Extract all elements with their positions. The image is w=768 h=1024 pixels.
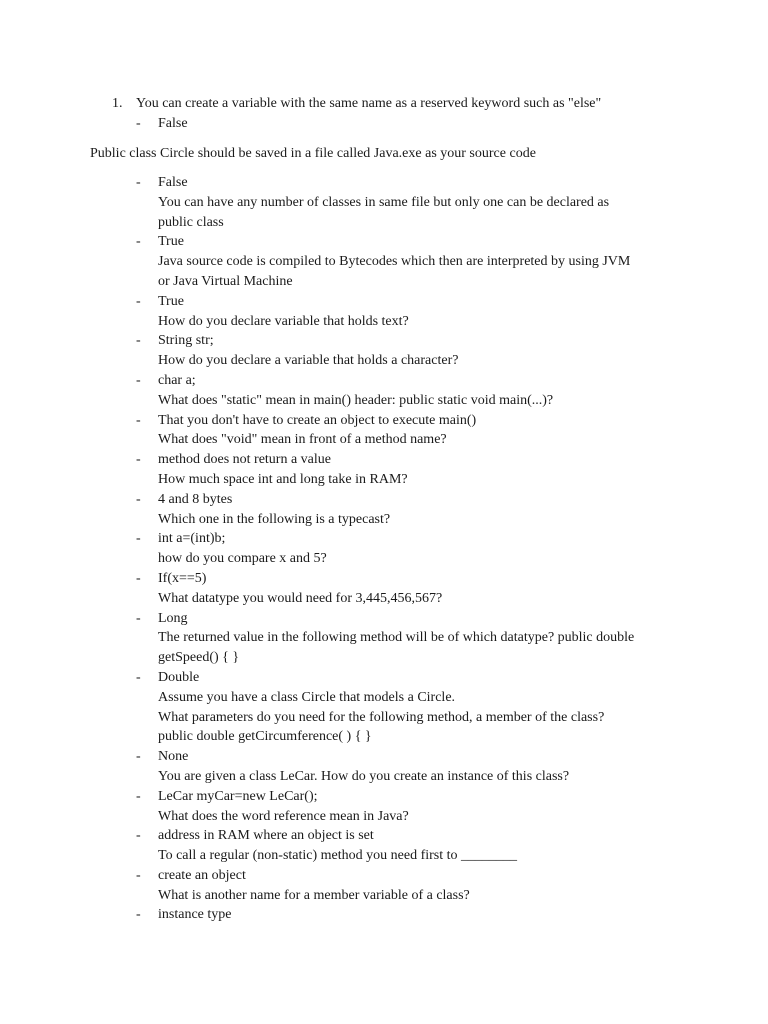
question-text: How do you declare variable that holds text? <box>158 313 409 329</box>
question-1-answer <box>136 114 188 134</box>
question-line <box>136 886 696 906</box>
answer-text: String str; <box>158 333 214 349</box>
answer-text: False <box>158 116 188 131</box>
bullet-dash: - <box>136 669 141 685</box>
question-line <box>136 193 696 213</box>
answer-row <box>136 490 696 510</box>
answer-text: char a; <box>158 372 196 388</box>
question-line <box>136 312 696 332</box>
question-text: What does the word reference mean in Java? <box>158 808 409 824</box>
question-text: Which one in the following is a typecast? <box>158 511 391 527</box>
answer-row <box>136 173 696 193</box>
bullet-dash: - <box>136 907 141 923</box>
question-text: What does "static" mean in main() header: public static void main(...)? <box>158 392 554 408</box>
question-text: The returned value in the following method will be of which datatype? public double <box>158 630 635 646</box>
answer-text: int a=(int)b; <box>158 531 226 547</box>
question-line <box>136 351 696 371</box>
qa-list <box>136 173 696 925</box>
bullet-dash: - <box>136 293 141 309</box>
question-line <box>136 767 696 787</box>
answer-text: None <box>158 749 189 765</box>
answer-text: method does not return a value <box>158 452 332 468</box>
question-number: 1. <box>112 96 123 111</box>
answer-row <box>136 905 696 925</box>
answer-row <box>136 331 696 351</box>
question-line <box>136 807 696 827</box>
question-line <box>136 213 696 233</box>
bullet-dash: - <box>136 867 141 883</box>
answer-row <box>136 668 696 688</box>
question-line <box>136 391 696 411</box>
answer-text: 4 and 8 bytes <box>158 491 233 507</box>
answer-row <box>136 787 696 807</box>
answer-row <box>136 292 696 312</box>
question-text: What datatype you would need for 3,445,456,567? <box>158 590 443 606</box>
question-line <box>136 470 696 490</box>
bullet-dash: - <box>136 333 141 349</box>
section-heading: Public class Circle should be saved in a file called Java.exe as your source code <box>90 146 536 161</box>
question-text: You can create a variable with the same name as a reserved keyword such as "else" <box>136 96 602 111</box>
question-line <box>136 628 696 648</box>
question-text: public class <box>158 214 224 230</box>
bullet-dash: - <box>136 412 141 428</box>
question-text: how do you compare x and 5? <box>158 551 327 567</box>
question-text: You can have any number of classes in same file but only one can be declared as <box>158 194 610 210</box>
bullet-dash: - <box>136 828 141 844</box>
answer-text: True <box>158 234 184 250</box>
question-line <box>136 688 696 708</box>
question-line <box>136 727 696 747</box>
answer-row <box>136 411 696 431</box>
question-text: public double getCircumference( ) { } <box>158 729 372 745</box>
bullet-dash: - <box>136 491 141 507</box>
question-text: You are given a class LeCar. How do you create an instance of this class? <box>158 768 570 784</box>
question-text: What is another name for a member variable of a class? <box>158 887 470 903</box>
question-text: getSpeed() { } <box>158 650 240 666</box>
answer-text: That you don't have to create an object to execute main() <box>158 412 477 428</box>
question-text: What parameters do you need for the following method, a member of the class? <box>158 709 605 725</box>
question-1 <box>112 94 601 114</box>
bullet-dash: - <box>136 175 141 190</box>
question-line <box>136 272 696 292</box>
answer-row <box>136 569 696 589</box>
question-line <box>136 589 696 609</box>
bullet-dash: - <box>136 116 141 131</box>
answer-text: If(x==5) <box>158 570 207 586</box>
answer-row <box>136 866 696 886</box>
question-text: How do you declare a variable that holds a character? <box>158 353 459 369</box>
question-line <box>136 648 696 668</box>
bullet-dash: - <box>136 570 141 586</box>
question-text: Java source code is compiled to Bytecodes which then are interpreted by using JVM <box>158 254 631 270</box>
bullet-dash: - <box>136 610 141 626</box>
answer-row <box>136 529 696 549</box>
answer-text: instance type <box>158 907 232 923</box>
answer-row <box>136 450 696 470</box>
answer-row <box>136 826 696 846</box>
question-text: To call a regular (non-static) method you need first to ________ <box>158 848 518 864</box>
question-text: How much space int and long take in RAM? <box>158 471 408 487</box>
answer-row <box>136 747 696 767</box>
bullet-dash: - <box>136 234 141 250</box>
question-line <box>136 708 696 728</box>
answer-text: False <box>158 175 188 190</box>
answer-row <box>136 371 696 391</box>
question-line <box>136 252 696 272</box>
question-line <box>136 549 696 569</box>
question-text: Assume you have a class Circle that models a Circle. <box>158 689 456 705</box>
bullet-dash: - <box>136 372 141 388</box>
question-text: What does "void" mean in front of a method name? <box>158 432 447 448</box>
answer-text: LeCar myCar=new LeCar(); <box>158 788 318 804</box>
question-text: or Java Virtual Machine <box>158 273 293 289</box>
answer-text: address in RAM where an object is set <box>158 828 374 844</box>
bullet-dash: - <box>136 788 141 804</box>
answer-text: Double <box>158 669 200 685</box>
question-line <box>136 846 696 866</box>
question-line <box>136 510 696 530</box>
answer-text: Long <box>158 610 188 626</box>
answer-text: create an object <box>158 867 246 883</box>
bullet-dash: - <box>136 452 141 468</box>
answer-row <box>136 609 696 629</box>
answer-row <box>136 232 696 252</box>
question-line <box>136 430 696 450</box>
answer-text: True <box>158 293 184 309</box>
bullet-dash: - <box>136 531 141 547</box>
bullet-dash: - <box>136 749 141 765</box>
